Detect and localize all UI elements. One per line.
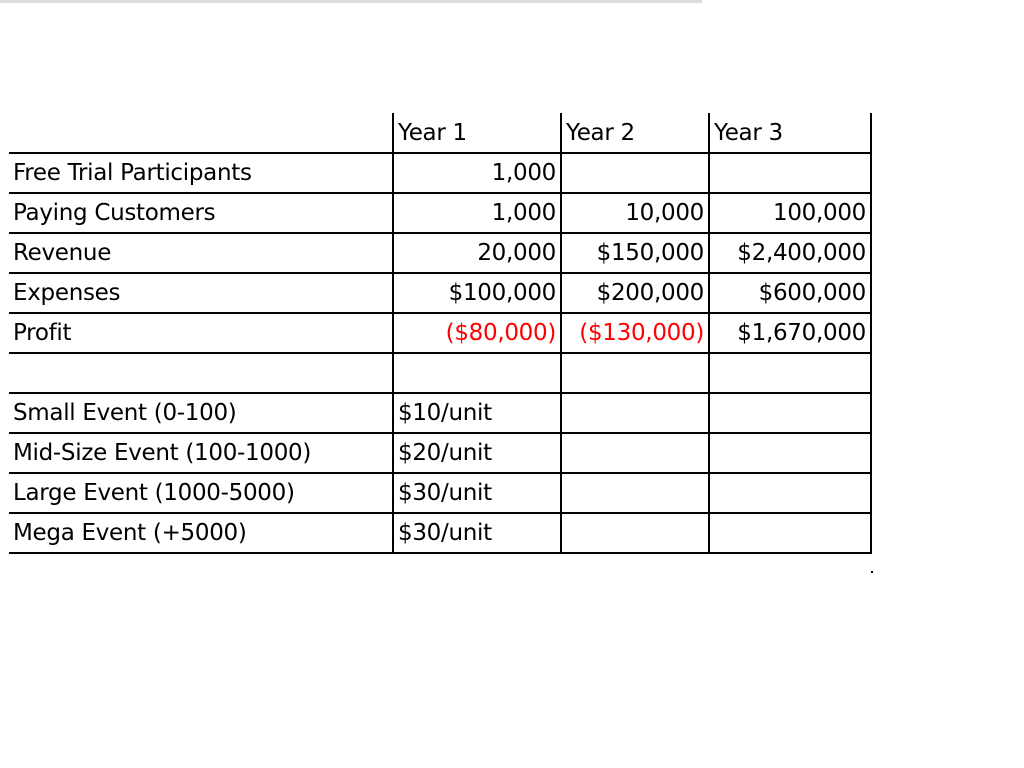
- top-border-line: [0, 0, 702, 3]
- header-year-1[interactable]: Year 1: [393, 113, 561, 153]
- cell-year-2[interactable]: ($130,000): [561, 313, 709, 353]
- cell-year-1[interactable]: [393, 353, 561, 393]
- cell-year-1[interactable]: 1,000: [393, 153, 561, 193]
- cell-year-1[interactable]: ($80,000): [393, 313, 561, 353]
- pricing-label[interactable]: Small Event (0-100): [9, 393, 393, 433]
- row-mid-size-event: [9, 433, 871, 473]
- pricing-label[interactable]: Mega Event (+5000): [9, 513, 393, 553]
- cell-year-1[interactable]: 20,000: [393, 233, 561, 273]
- selection-handle[interactable]: [871, 571, 873, 573]
- pricing-label[interactable]: Large Event (1000-5000): [9, 473, 393, 513]
- row-label[interactable]: Expenses: [9, 273, 393, 313]
- row-expenses: [9, 273, 871, 313]
- header-corner-cell[interactable]: [9, 113, 393, 153]
- pricing-price[interactable]: $30/unit: [393, 513, 561, 553]
- row-label[interactable]: Revenue: [9, 233, 393, 273]
- row-revenue: [9, 233, 871, 273]
- header-year-2[interactable]: Year 2: [561, 113, 709, 153]
- row-label[interactable]: Paying Customers: [9, 193, 393, 233]
- row-profit: [9, 313, 871, 353]
- row-large-event: [9, 473, 871, 513]
- cell-year-2[interactable]: $150,000: [561, 233, 709, 273]
- row-mega-event: [9, 513, 871, 553]
- cell-year-1[interactable]: 1,000: [393, 193, 561, 233]
- row-blank: [9, 353, 871, 393]
- row-small-event: [9, 393, 871, 433]
- empty-cell[interactable]: [561, 513, 709, 553]
- cell-year-2[interactable]: [561, 153, 709, 193]
- empty-cell[interactable]: [709, 473, 871, 513]
- pricing-label[interactable]: Mid-Size Event (100-1000): [9, 433, 393, 473]
- cell-year-3[interactable]: $2,400,000: [709, 233, 871, 273]
- row-label[interactable]: Profit: [9, 313, 393, 353]
- empty-cell[interactable]: [561, 433, 709, 473]
- cell-year-2[interactable]: $200,000: [561, 273, 709, 313]
- empty-cell[interactable]: [709, 393, 871, 433]
- row-paying-customers: [9, 193, 871, 233]
- cell-year-1[interactable]: $100,000: [393, 273, 561, 313]
- cell-year-3[interactable]: [709, 353, 871, 393]
- cell-year-3[interactable]: $1,670,000: [709, 313, 871, 353]
- row-label[interactable]: Free Trial Participants: [9, 153, 393, 193]
- pricing-price[interactable]: $20/unit: [393, 433, 561, 473]
- pricing-price[interactable]: $10/unit: [393, 393, 561, 433]
- empty-cell[interactable]: [561, 473, 709, 513]
- spreadsheet-table: [9, 113, 872, 554]
- row-label[interactable]: [9, 353, 393, 393]
- empty-cell[interactable]: [709, 433, 871, 473]
- empty-cell[interactable]: [709, 513, 871, 553]
- cell-year-3[interactable]: [709, 153, 871, 193]
- cell-year-3[interactable]: $600,000: [709, 273, 871, 313]
- empty-cell[interactable]: [561, 393, 709, 433]
- pricing-price[interactable]: $30/unit: [393, 473, 561, 513]
- header-row: [9, 113, 871, 153]
- row-free-trial-participants: [9, 153, 871, 193]
- header-year-3[interactable]: Year 3: [709, 113, 871, 153]
- cell-year-2[interactable]: [561, 353, 709, 393]
- cell-year-3[interactable]: 100,000: [709, 193, 871, 233]
- cell-year-2[interactable]: 10,000: [561, 193, 709, 233]
